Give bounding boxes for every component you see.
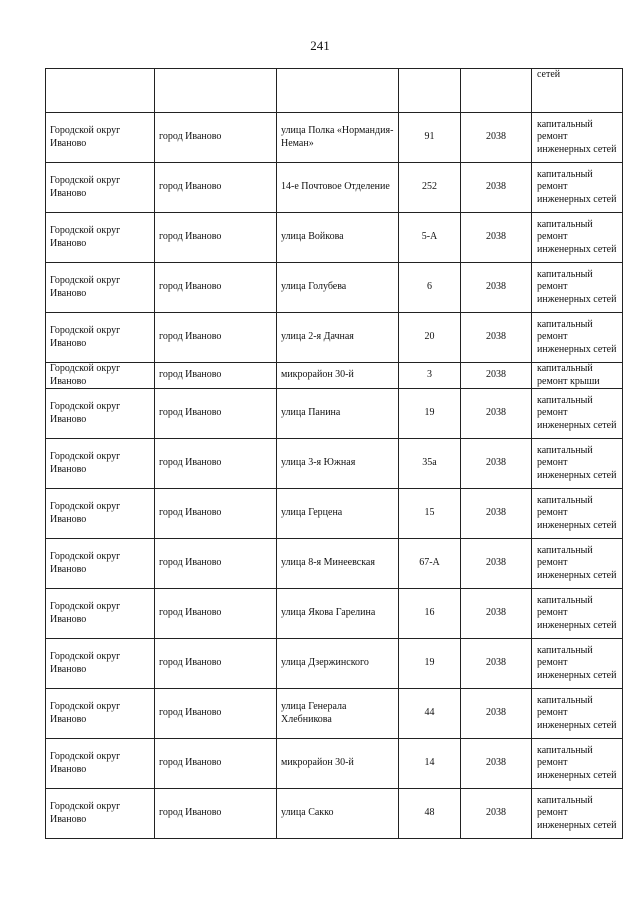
table-row [46, 739, 623, 789]
cell-year: 2038 [461, 389, 532, 439]
cell-city: город Иваново [155, 689, 277, 739]
cell-city: город Иваново [155, 263, 277, 313]
cell-city: город Иваново [155, 113, 277, 163]
cell-work: капитальный ремонт инженерных сетей [532, 313, 623, 363]
cell-work: капитальный ремонт инженерных сетей [532, 689, 623, 739]
table-row [46, 163, 623, 213]
cell-year: 2038 [461, 363, 532, 389]
cell-work: сетей [532, 69, 623, 113]
cell-work: капитальный ремонт инженерных сетей [532, 589, 623, 639]
cell-year: 2038 [461, 489, 532, 539]
cell-district: Городской округ Иваново [46, 489, 155, 539]
table-row [46, 639, 623, 689]
cell-work: капитальный ремонт инженерных сетей [532, 163, 623, 213]
repair-schedule-table [45, 68, 623, 839]
cell-street: улица Генерала Хлебникова [277, 689, 399, 739]
cell-house: 252 [399, 163, 461, 213]
cell-house: 14 [399, 739, 461, 789]
cell-work: капитальный ремонт инженерных сетей [532, 739, 623, 789]
cell-street: улица 3-я Южная [277, 439, 399, 489]
cell-district: Городской округ Иваново [46, 639, 155, 689]
cell-street: улица Якова Гарелина [277, 589, 399, 639]
cell-year: 2038 [461, 439, 532, 489]
cell-district: Городской округ Иваново [46, 363, 155, 389]
cell-work: капитальный ремонт инженерных сетей [532, 539, 623, 589]
cell-city: город Иваново [155, 589, 277, 639]
cell-city: город Иваново [155, 363, 277, 389]
cell-work: капитальный ремонт инженерных сетей [532, 389, 623, 439]
table-row [46, 263, 623, 313]
table-row [46, 439, 623, 489]
cell-house: 48 [399, 789, 461, 839]
cell-street: микрорайон 30-й [277, 739, 399, 789]
cell-city: город Иваново [155, 163, 277, 213]
cell-year [461, 69, 532, 113]
cell-district: Городской округ Иваново [46, 213, 155, 263]
cell-work: капитальный ремонт крыши [532, 363, 623, 389]
cell-house [399, 69, 461, 113]
cell-house: 67-А [399, 539, 461, 589]
cell-city: город Иваново [155, 389, 277, 439]
table-row [46, 789, 623, 839]
cell-house: 19 [399, 639, 461, 689]
cell-city: город Иваново [155, 313, 277, 363]
cell-city [155, 69, 277, 113]
cell-city: город Иваново [155, 789, 277, 839]
cell-year: 2038 [461, 589, 532, 639]
cell-work: капитальный ремонт инженерных сетей [532, 489, 623, 539]
cell-street: улица 8-я Минеевская [277, 539, 399, 589]
cell-city: город Иваново [155, 439, 277, 489]
table-body [46, 69, 623, 839]
cell-district: Городской округ Иваново [46, 389, 155, 439]
table-row [46, 389, 623, 439]
cell-district: Городской округ Иваново [46, 313, 155, 363]
continuation-row [46, 69, 623, 113]
cell-city: город Иваново [155, 213, 277, 263]
cell-year: 2038 [461, 689, 532, 739]
cell-street: улица 2-я Дачная [277, 313, 399, 363]
table-row [46, 313, 623, 363]
cell-work: капитальный ремонт инженерных сетей [532, 439, 623, 489]
cell-house: 91 [399, 113, 461, 163]
cell-year: 2038 [461, 163, 532, 213]
cell-year: 2038 [461, 739, 532, 789]
cell-district: Городской округ Иваново [46, 689, 155, 739]
cell-house: 19 [399, 389, 461, 439]
table-row [46, 689, 623, 739]
cell-house: 16 [399, 589, 461, 639]
cell-district: Городской округ Иваново [46, 789, 155, 839]
table-row [46, 113, 623, 163]
cell-street: улица Панина [277, 389, 399, 439]
cell-district: Городской округ Иваново [46, 113, 155, 163]
table-row [46, 213, 623, 263]
cell-year: 2038 [461, 213, 532, 263]
cell-year: 2038 [461, 263, 532, 313]
cell-district: Городской округ Иваново [46, 589, 155, 639]
cell-district: Городской округ Иваново [46, 739, 155, 789]
cell-street: улица Дзержинского [277, 639, 399, 689]
cell-city: город Иваново [155, 739, 277, 789]
cell-street: улица Герцена [277, 489, 399, 539]
cell-house: 35а [399, 439, 461, 489]
cell-street: улица Сакко [277, 789, 399, 839]
cell-district: Городской округ Иваново [46, 539, 155, 589]
cell-year: 2038 [461, 789, 532, 839]
cell-city: город Иваново [155, 539, 277, 589]
cell-work: капитальный ремонт инженерных сетей [532, 639, 623, 689]
cell-work: капитальный ремонт инженерных сетей [532, 213, 623, 263]
cell-year: 2038 [461, 539, 532, 589]
cell-street: микрорайон 30-й [277, 363, 399, 389]
cell-street: улица Голубева [277, 263, 399, 313]
cell-work: капитальный ремонт инженерных сетей [532, 263, 623, 313]
cell-district: Городской округ Иваново [46, 263, 155, 313]
cell-street: 14-е Почтовое Отделение [277, 163, 399, 213]
cell-city: город Иваново [155, 639, 277, 689]
table-row [46, 489, 623, 539]
cell-house: 3 [399, 363, 461, 389]
cell-district: Городской округ Иваново [46, 163, 155, 213]
cell-house: 44 [399, 689, 461, 739]
cell-district: Городской округ Иваново [46, 439, 155, 489]
cell-street: улица Полка «Нормандия-Неман» [277, 113, 399, 163]
cell-year: 2038 [461, 313, 532, 363]
cell-work: капитальный ремонт инженерных сетей [532, 113, 623, 163]
cell-house: 5-А [399, 213, 461, 263]
cell-house: 20 [399, 313, 461, 363]
page-number: 241 [310, 38, 330, 53]
table-row [46, 363, 623, 389]
cell-city: город Иваново [155, 489, 277, 539]
cell-year: 2038 [461, 113, 532, 163]
cell-house: 15 [399, 489, 461, 539]
table-row [46, 589, 623, 639]
table-row [46, 539, 623, 589]
cell-work: капитальный ремонт инженерных сетей [532, 789, 623, 839]
cell-street: улица Войкова [277, 213, 399, 263]
cell-year: 2038 [461, 639, 532, 689]
cell-house: 6 [399, 263, 461, 313]
cell-street [277, 69, 399, 113]
cell-district [46, 69, 155, 113]
